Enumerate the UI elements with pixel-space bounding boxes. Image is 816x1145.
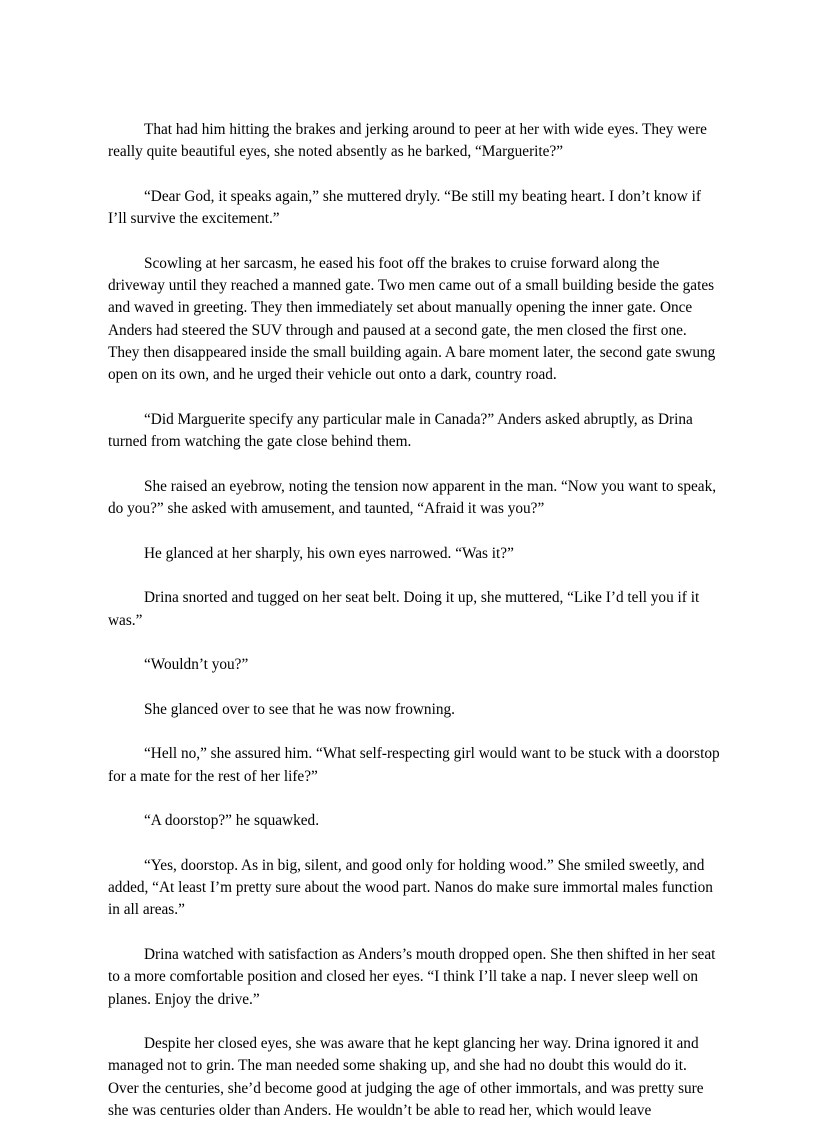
paragraph: “A doorstop?” he squawked. [144, 812, 320, 830]
paragraph: “Dear God, it speaks again,” she muttered dryly. “Be still my beating heart. I don’t know if I’ll survive the excitement.” [108, 187, 701, 228]
paragraph: “Did Marguerite specify any particular male in Canada?” Anders asked abruptly, as Drina turned from watching the gate close behind them. [108, 410, 693, 451]
paragraph: Drina snorted and tugged on her seat belt. Doing it up, she muttered, “Like I’d tell you if it was.” [108, 589, 700, 629]
paragraph: That had him hitting the brakes and jerking around to peer at her with wide eyes. They were really quite beautiful eyes, she noted absently as he barked, “Marguerite?” [108, 121, 707, 161]
paragraph: Drina watched with satisfaction as Anders’s mouth dropped open. She then shifted in her seat to a more comfortable position and closed her eyes. “I think I’ll take a nap. I never sleep well on planes. Enjoy the drive.” [108, 945, 716, 1008]
paragraph: He glanced at her sharply, his own eyes narrowed. “Was it?” [144, 544, 514, 562]
paragraph: Despite her closed eyes, she was aware that he kept glancing her way. Drina ignored it and managed not to grin. The man needed some shaking up, and she had no doubt this would do it. Over the centuries, she’d become good at judging the age of other immortals, and was pretty sure she was centuries older than Anders. He wouldn’t be able to read her, which would leave [108, 1035, 704, 1120]
document-page [108, 119, 720, 1145]
paragraph: “Yes, doorstop. As in big, silent, and good only for holding wood.” She smiled sweetly, and added, “At least I’m pretty sure about the wood part. Nanos do make sure immortal males function in all areas.” [108, 856, 713, 919]
paragraph: “Hell no,” she assured him. “What self-respecting girl would want to be stuck with a doorstop for a mate for the rest of her life?” [108, 745, 720, 785]
paragraph: She glanced over to see that he was now frowning. [144, 700, 455, 718]
paragraph: Scowling at her sarcasm, he eased his foot off the brakes to cruise forward along the driveway until they reached a manned gate. Two men came out of a small building beside the gates and waved in greeting. They then immediately set about manually opening the inner gate. Once Anders had steered the SUV through and paused at a second gate, the men closed the first one. They then disappeared inside the small building again. A bare moment later, the second gate swung open on its own, and he urged their vehicle out onto a dark, country road. [108, 254, 716, 384]
paragraph: “Wouldn’t you?” [144, 656, 249, 674]
paragraph: She raised an eyebrow, noting the tension now apparent in the man. “Now you want to speak, do you?” she asked with amusement, and taunted, “Afraid it was you?” [108, 477, 717, 518]
